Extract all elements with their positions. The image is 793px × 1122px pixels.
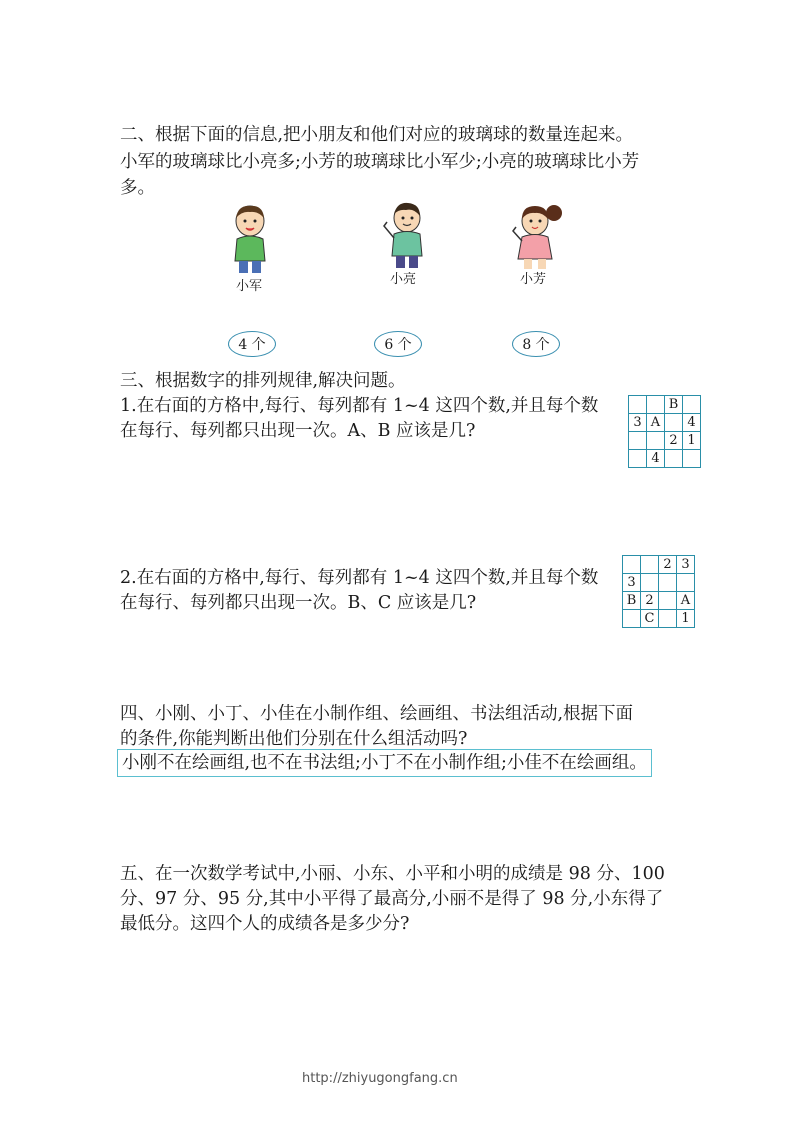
grid1-cell: 1 xyxy=(683,432,701,450)
grid1-cell xyxy=(647,396,665,414)
grid1-cell: 2 xyxy=(665,432,683,450)
q2-line2: 在每行、每列都只出现一次。B、C 应该是几? xyxy=(120,593,477,613)
kid-label-xiaoliang: 小亮 xyxy=(390,272,417,287)
grid1-cell xyxy=(683,396,701,414)
kid-xiaojun-illustration xyxy=(225,203,275,275)
marble-count-4: 4 个 xyxy=(228,331,276,357)
marble-count-8: 8 个 xyxy=(512,331,560,357)
q1-line2: 在每行、每列都只出现一次。A、B 应该是几? xyxy=(120,421,476,441)
section3-title: 三、根据数字的排列规律,解决问题。 xyxy=(120,371,406,391)
section4-line1: 四、小刚、小丁、小佳在小制作组、绘画组、书法组活动,根据下面 xyxy=(120,704,634,724)
grid2-cell: 3 xyxy=(623,574,641,592)
grid2 xyxy=(622,555,695,628)
q1-line1: 1.在右面的方格中,每行、每列都有 1~4 这四个数,并且每个数 xyxy=(120,396,599,416)
grid1-cell: 4 xyxy=(647,450,665,468)
q2-line1: 2.在右面的方格中,每行、每列都有 1~4 这四个数,并且每个数 xyxy=(120,568,599,588)
grid1-cell: 4 xyxy=(683,414,701,432)
grid2-cell xyxy=(659,592,677,610)
section5-line2: 分、97 分、95 分,其中小平得了最高分,小丽不是得了 98 分,小东得了 xyxy=(120,889,664,909)
kid-xiaoliang-illustration xyxy=(380,200,430,270)
grid1-row xyxy=(629,450,701,468)
kid-xiaofang-illustration xyxy=(510,203,568,271)
grid1-cell xyxy=(629,450,647,468)
grid2-cell: 2 xyxy=(659,556,677,574)
grid2-cell xyxy=(623,556,641,574)
section4-line2: 的条件,你能判断出他们分别在什么组活动吗? xyxy=(120,729,468,749)
footer-url[interactable]: http://zhiyugongfang.cn xyxy=(302,1071,458,1086)
grid2-cell xyxy=(641,574,659,592)
grid1-row xyxy=(629,432,701,450)
grid1 xyxy=(628,395,701,468)
section4-conditions: 小刚不在绘画组,也不在书法组;小丁不在小制作组;小佳不在绘画组。 xyxy=(117,749,652,777)
grid1-cell: 3 xyxy=(629,414,647,432)
grid2-cell: 2 xyxy=(641,592,659,610)
grid2-row xyxy=(623,556,695,574)
grid2-cell xyxy=(659,610,677,628)
section2-title: 二、根据下面的信息,把小朋友和他们对应的玻璃球的数量连起来。 xyxy=(120,125,634,145)
grid2-cell: 1 xyxy=(677,610,695,628)
grid1-cell xyxy=(647,432,665,450)
grid1-cell xyxy=(665,450,683,468)
grid2-cell: A xyxy=(677,592,695,610)
marble-count-6: 6 个 xyxy=(374,331,422,357)
grid2-cell xyxy=(641,556,659,574)
grid1-cell xyxy=(629,432,647,450)
grid1-cell xyxy=(683,450,701,468)
grid1-cell: B xyxy=(665,396,683,414)
kid-label-xiaofang: 小芳 xyxy=(520,272,547,287)
grid2-row xyxy=(623,592,695,610)
grid1-cell: A xyxy=(647,414,665,432)
grid2-row xyxy=(623,610,695,628)
grid2-row xyxy=(623,574,695,592)
grid2-cell: C xyxy=(641,610,659,628)
grid1-cell xyxy=(629,396,647,414)
grid1-cell xyxy=(665,414,683,432)
grid2-cell xyxy=(659,574,677,592)
grid2-cell xyxy=(677,574,695,592)
kid-label-xiaojun: 小军 xyxy=(236,279,263,294)
grid1-row xyxy=(629,396,701,414)
section2-line1: 小军的玻璃球比小亮多;小芳的玻璃球比小军少;小亮的玻璃球比小芳 xyxy=(120,152,640,172)
grid2-cell: B xyxy=(623,592,641,610)
grid2-cell xyxy=(623,610,641,628)
grid1-row xyxy=(629,414,701,432)
section5-line1: 五、在一次数学考试中,小丽、小东、小平和小明的成绩是 98 分、100 xyxy=(120,864,665,884)
grid2-cell: 3 xyxy=(677,556,695,574)
section5-line3: 最低分。这四个人的成绩各是多少分? xyxy=(120,914,410,934)
section2-line2: 多。 xyxy=(120,178,155,198)
